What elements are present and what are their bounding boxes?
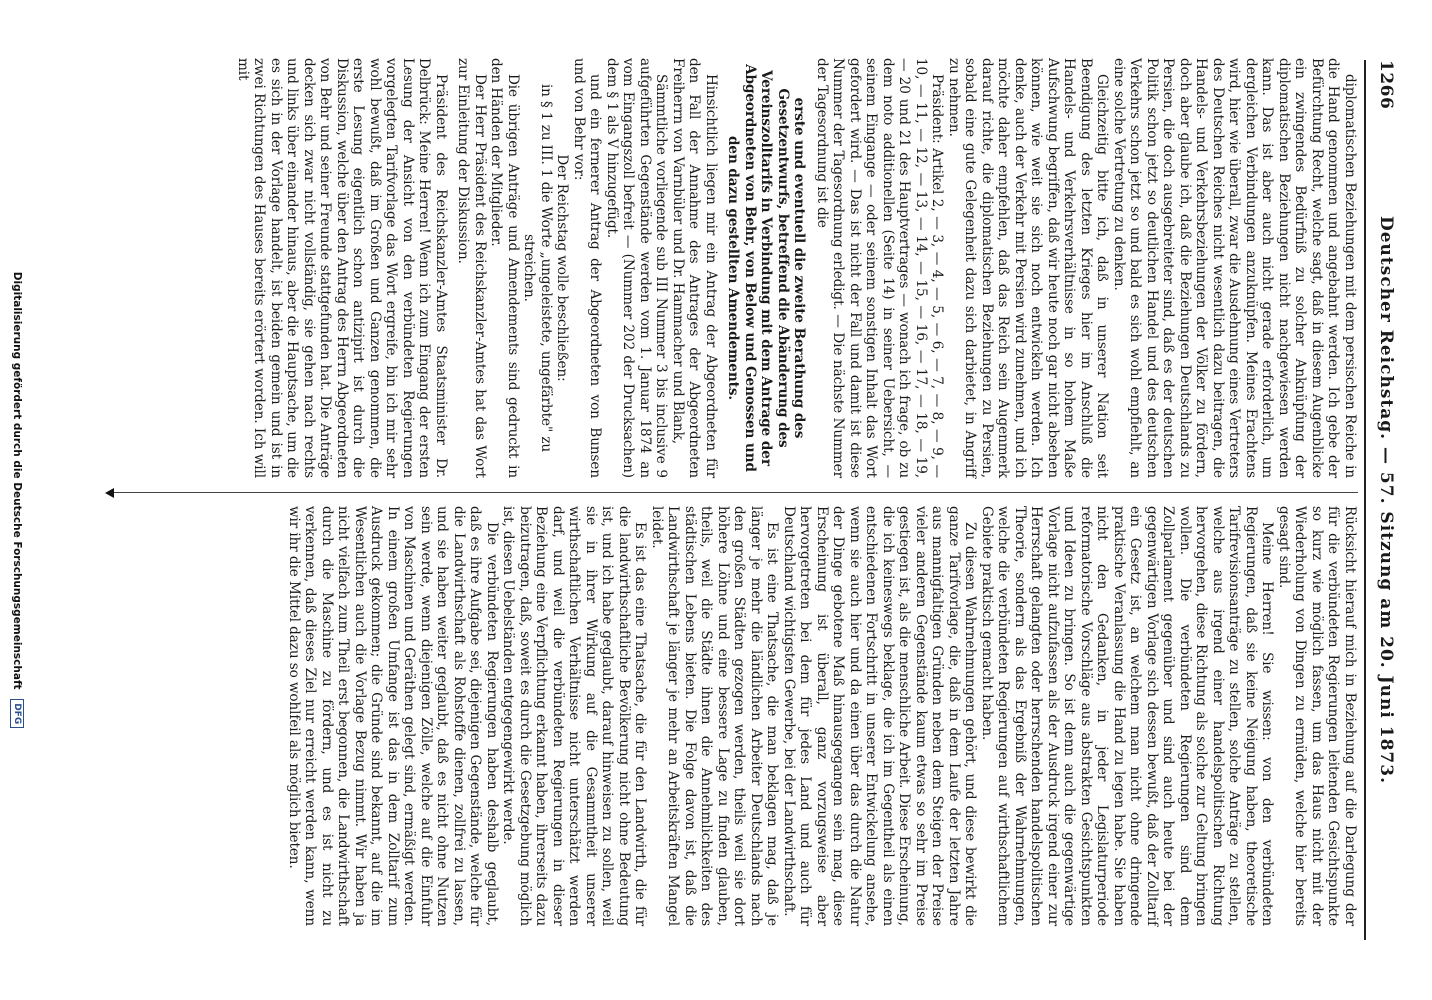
margin-arrow-icon — [105, 488, 114, 498]
dfg-logo: DFG — [10, 699, 24, 728]
paragraph: Die übrigen Anträge und Amendements sind gedruckt in den Händen der Mitglieder. — [488, 58, 521, 478]
left-column — [235, 58, 1359, 478]
right-column — [286, 506, 1359, 926]
column-divider — [108, 492, 1358, 493]
agenda-item-title: erste und eventuell die zweite Berathung des Gesetzentwurfs, betreffend die Abänderung des Vereinszolltarifs in Verbindung mit dem Antrage der Abgeordneten von Behr, von Below und Genossen und den dazu gestellten Amendements. — [725, 64, 808, 472]
page-header — [1368, 60, 1398, 940]
paragraph: diplomatischen Beziehungen mit dem persischen Reiche in die Hand genommen und angebahnt werden. Ich gebe der Befürchtung Recht, welche sagt, daß in diesem Augenblicke ein zwingendes Bedürfniß zu solcher Anknüpfung der diplomatischen Beziehungen nicht nachgewiesen werden kann. Das ist aber auch nicht gerade erforderlich, um dergleichen Verbindungen anzuknüpfen. Meines Erachtens wird, hier wie überall, zwar die Ausdehnung eines Vertreters des Deutschen Reiches nicht wesentlich dazu beitragen, die Handels- und Verkehrsbeziehungen der Völker zu fördern, doch aber glaube ich, daß die Beziehungen Deutschlands zu Persien, die doch ausgebreiteter sind, daß es der deutschen Politik schon jetzt so deutlichen Handel und des deutschen Verkehrs schon jetzt so und bald es sich wohl empfiehlt, an eine solche Vertretung zu denken. — [1111, 58, 1358, 478]
resolution-text: in § 1 zu III. 1 die Worte „ungeleistete, ungefärbte" zu streichen. — [521, 83, 554, 453]
paragraph: Die verbündeten Regierungen haben deshalb geglaubt, daß es ihre Aufgabe sei, diejenigen Gegenstände, welche für die Landwirthschaft als Rohstoffe dienen, zollfrei zu lassen, und sie haben weiter geglaubt, daß es nicht ohne Nutzen sein werde, wenn diejenigen Zölle, welche auf die Einfuhr von Maschinen und Geräthen gelegt sind, ermäßigt werden. In einem großen Umfange ist das in dem Zolltarif zum Ausdruck gekommen; die Gründe sind bekannt, auf die im Wesentlichen auch die Vorlage Bezug nimmt. Wir haben ja nicht vielfach zum Theil erst begonnen, die Landwirthschaft durch die Maschine zu fördern, und es ist nicht zu verkennen, daß dieses Ziel nur erreicht werden kann, wenn wir ihr die Mittel dazu so wohlfeil als möglich bieten. — [286, 506, 500, 926]
paragraph: Der Herr Präsident des Reichskanzler-Amtes hat das Wort zur Einleitung der Diskussion. — [455, 58, 488, 478]
motion-intro: Hinsichtlich liegen mir ein Antrag der Abgeordneten für den Fall der Annahme des Antrages der Abgeordneten Freiherrn von Varnbüler und Dr. Hammacher und Blank, — [670, 58, 719, 478]
paragraph: Es ist das eine Thatsache, die für den Landwirth, die für die landwirthschaftliche Bevölkerung nicht ohne Bedeutung ist, und ich habe geglaubt, darauf hinweisen zu sollen, weil sie in ihrer Wirkung auf die Gesammtheit unserer wirthschaftlichen Verhältnisse nicht unterschätzt werden darf, und weil die verbündeten Regierungen in dieser Beziehung eine Verpflichtung erkannt haben, ihrerseits dazu beizutragen, daß, soweit es durch die Gesetzgebung möglich ist, diesen Uebelständen entgegengewirkt werde. — [500, 506, 649, 926]
paragraph: Meine Herren! Sie wissen: von den verbündeten Regierungen, daß sie keine Neigung haben, theoretische Tarifrevisionsanträge zu stellen, solche Anträge zu stellen, welche aus irgend einer handelspolitischen Richtung hervorgehen, diese Richtung als solche zur Geltung bringen wollen. Die verbündeten Regierungen sind dem Zollparlament gegenüber und sind auch heute bei der gegenwärtigen Vorlage sich dessen bewußt, daß der Zolltarif ein Gesetz ist, an welchem man nicht ohne dringende praktische Veranlassung die Hand zu legen habe. Sie haben nicht den Gedanken, in jeder Legislaturperiode reformatorische Vorschläge aus abstrakten Gesichtspunkten und Ideen zu bringen. So ist denn auch die gegenwärtige Vorlage nicht aufzufassen als der Ausdruck irgend einer zur Herrschaft gelangten oder herrschenden handelspolitischen Theorie, sondern als das Ergebniß der Wahrnehmungen, welche die verbündeten Regierungen auf wirthschaftlichem Gebiete praktisch gemacht haben. — [979, 506, 1276, 926]
page-number: 1266 — [1376, 60, 1396, 110]
paragraph: Rücksicht hierauf mich in Beziehung auf die Darlegung der für die verbündeten Regierungen leitenden Gesichtspunkte so kurz wie möglich fassen, um das Haus nicht mit der Wiederholung von Dingen zu ermüden, welche hier bereits gesagt sind. — [1276, 506, 1358, 926]
paragraph: Zu diesen Wahrnehmungen gehört, und diese bewirkt die ganze Tarifvorlage, die, daß in dem Laufe der letzten Jahre aus mannigfaltigen Gründen neben dem Steigen der Preise vieler anderen Gegenstände kaum etwas so sehr im Preise gestiegen ist, als die menschliche Arbeit. Diese Erscheinung, die ich keineswegs beklage, die ich im Gegentheil als einen entschiedenen Fortschritt in unserer Entwickelung ansehe, wenn sie auch hier und da einen über das durch die Natur der Dinge gebotene Maß hinausgegangen sein mag, diese Erscheinung ist überall, ganz vorzugsweise aber hervorgetreten bei dem für jedes Land und auch für Deutschland wichtigsten Gewerbe, bei der Landwirthschaft. — [781, 506, 979, 926]
digitization-note: Digitalisierung gefördert durch die Deutsche Forschungsgemeinschaft — [11, 271, 23, 690]
president-remark: Präsident: Artikel 2, — 3, — 4, — 5, — 6, — 7, — 8, — 9, — 10, — 11, — 12, — 13, — 14, — 15, — 16, — 17, — 18, — 19, — 20 und 21 des Hauptvertrages — wonach ich frage, ob zu dem noto additionellen (Seite 14) in seiner Uebersicht, — seinem Eingange — oder seinem sonstigen Inhalt das Wort gefordert wird. — Das ist nicht der Fall und damit ist diese Nummer der Tagesordnung erledigt. — Die nächste Nummer der Tagesordnung ist die — [814, 58, 946, 478]
motion-second: und ein fernerer Antrag der Abgeordneten von Bunsen und von Behr vor: — [571, 58, 604, 478]
paragraph: Es ist eine Thatsache, die man beklagen mag, daß je länger je mehr die ländlichen Arbeiter Deutschlands nach den großen Städten gezogen werden, theils weil sie dort höhere Löhne und eine bessere Lage zu finden glauben, theils, weil die Städte ihnen die Annehmlichkeiten des städtischen Lebens bieten. Die Folge davon ist, daß die Landwirthschaft je länger je mehr an Arbeitskräften Mangel leidet. — [649, 506, 781, 926]
speech-delbrueck: Präsident des Reichskanzler-Amtes Staatsminister Dr. Delbrück: Meine Herren! Wenn ich zum Eingang der ersten Lesung der Ansicht von den verbündeten Regierungen vorgelegten Tarifvorlage das Wort ergreife, bin ich mir sehr wohl bewußt, daß im Großen und Ganzen genommen, die erste Lesung eigentlich schon antizipirt ist durch die Diskussion, welche über den Antrag des Herrn Abgeordneten von Behr und seiner Freunde stattgefunden hat. Die Anträge decken sich zwar nicht vollständig, sie gehen nach rechts und links über einander hinaus, aber die Hauptsache, um die es sich in der Vorlage handelt, ist beiden gemein und ist in zwei Richtungen des Hauses bereits erörtert worden. Ich will mit — [235, 58, 449, 478]
paragraph: Sämmtliche vorliegende sub III Nummer 3 bis inclusive 9 aufgeführten Gegenstände werden vom 1. Januar 1874 an vom Eingangszoll befreit — (Nummer 202 der Drucksachen) dem § 1 als V hinzugefügt. — [604, 58, 670, 478]
running-title: Deutscher Reichstag. — 57. Sitzung am 20. Juni 1873. — [1376, 216, 1396, 784]
digitization-footer — [4, 0, 24, 1000]
resolution-heading: Der Reichstag wolle beschließen: — [554, 154, 571, 382]
header-rule — [1364, 60, 1366, 940]
paragraph: Gleichzeitig bitte ich, daß in unserer Nation seit Beendigung des letzten Krieges hier im Anschluß die Handels- und Verkehrsverhältnisse in so hohem Maße Aufschwung begriffen, daß wir heute noch gar nicht absehen können, wie weit sie sich noch entwickeln werden. Ich denke, auch der Verkehr mit Persien wird zunehmen, und ich möchte daher empfehlen, daß das Reich sein Augenmerk darauf richte, die diplomatischen Beziehungen zu Persien, sobald eine gute Gelegenheit dazu sich darbietet, in Angriff zu nehmen. — [946, 58, 1111, 478]
